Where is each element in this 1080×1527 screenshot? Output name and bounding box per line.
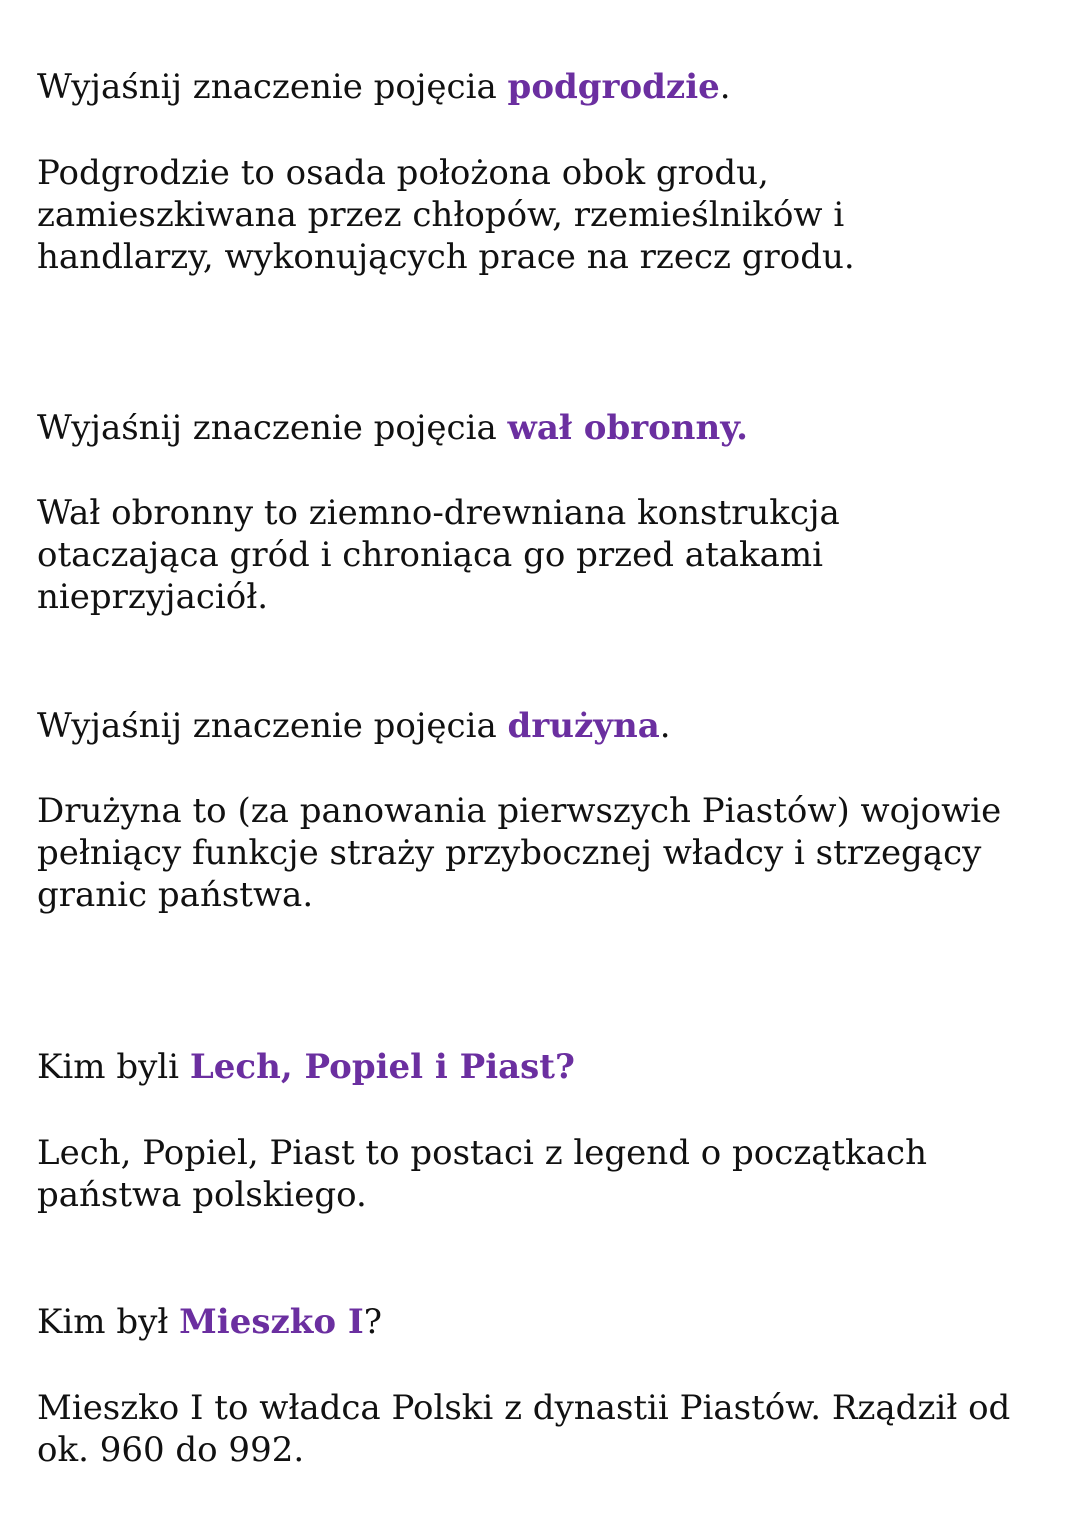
question-podgrodzie	[37, 66, 731, 108]
question-mieszko	[37, 1301, 382, 1343]
answer-line: handlarzy, wykonujących prace na rzecz grodu.	[37, 237, 855, 277]
term-highlight: podgrodzie	[507, 67, 720, 107]
question-prefix: Wyjaśnij znaczenie pojęcia	[37, 67, 508, 107]
answer-mieszko	[37, 1387, 1010, 1471]
answer-line: ok. 960 do 992.	[37, 1430, 305, 1470]
answer-line: otaczająca gród i chroniąca go przed atakami	[37, 535, 823, 575]
term-highlight: wał obronny.	[507, 408, 748, 448]
answer-line: Lech, Popiel, Piast to postaci z legend o początkach	[37, 1133, 927, 1173]
term-highlight: drużyna	[507, 706, 660, 746]
term-highlight: Lech, Popiel i Piast?	[189, 1047, 575, 1087]
question-suffix: .	[659, 706, 671, 746]
answer-wal-obronny	[37, 492, 840, 618]
answer-lech-popiel-piast	[37, 1132, 927, 1216]
question-suffix: .	[719, 67, 731, 107]
answer-line: Wał obronny to ziemno-drewniana konstrukcja	[37, 493, 840, 533]
answer-line: państwa polskiego.	[37, 1175, 367, 1215]
question-lech-popiel-piast	[37, 1046, 575, 1088]
answer-line: pełniący funkcje straży przybocznej władcy i strzegący	[37, 833, 982, 873]
answer-line: granic państwa.	[37, 875, 314, 915]
question-druzyna	[37, 705, 671, 747]
answer-podgrodzie	[37, 152, 855, 278]
answer-line: zamieszkiwana przez chłopów, rzemieślników i	[37, 195, 845, 235]
term-highlight: Mieszko I	[179, 1302, 364, 1342]
answer-druzyna	[37, 790, 1001, 916]
question-suffix: ?	[363, 1302, 382, 1342]
answer-line: Drużyna to (za panowania pierwszych Piastów) wojowie	[37, 791, 1002, 831]
question-wal-obronny	[37, 407, 748, 449]
answer-line: nieprzyjaciół.	[37, 577, 269, 617]
answer-line: Podgrodzie to osada położona obok grodu,	[37, 153, 769, 193]
question-prefix: Kim był	[37, 1302, 180, 1342]
answer-line: Mieszko I to władca Polski z dynastii Piastów. Rządził od	[37, 1388, 1011, 1428]
question-prefix: Wyjaśnij znaczenie pojęcia	[37, 706, 508, 746]
question-prefix: Wyjaśnij znaczenie pojęcia	[37, 408, 508, 448]
question-prefix: Kim byli	[37, 1047, 190, 1087]
